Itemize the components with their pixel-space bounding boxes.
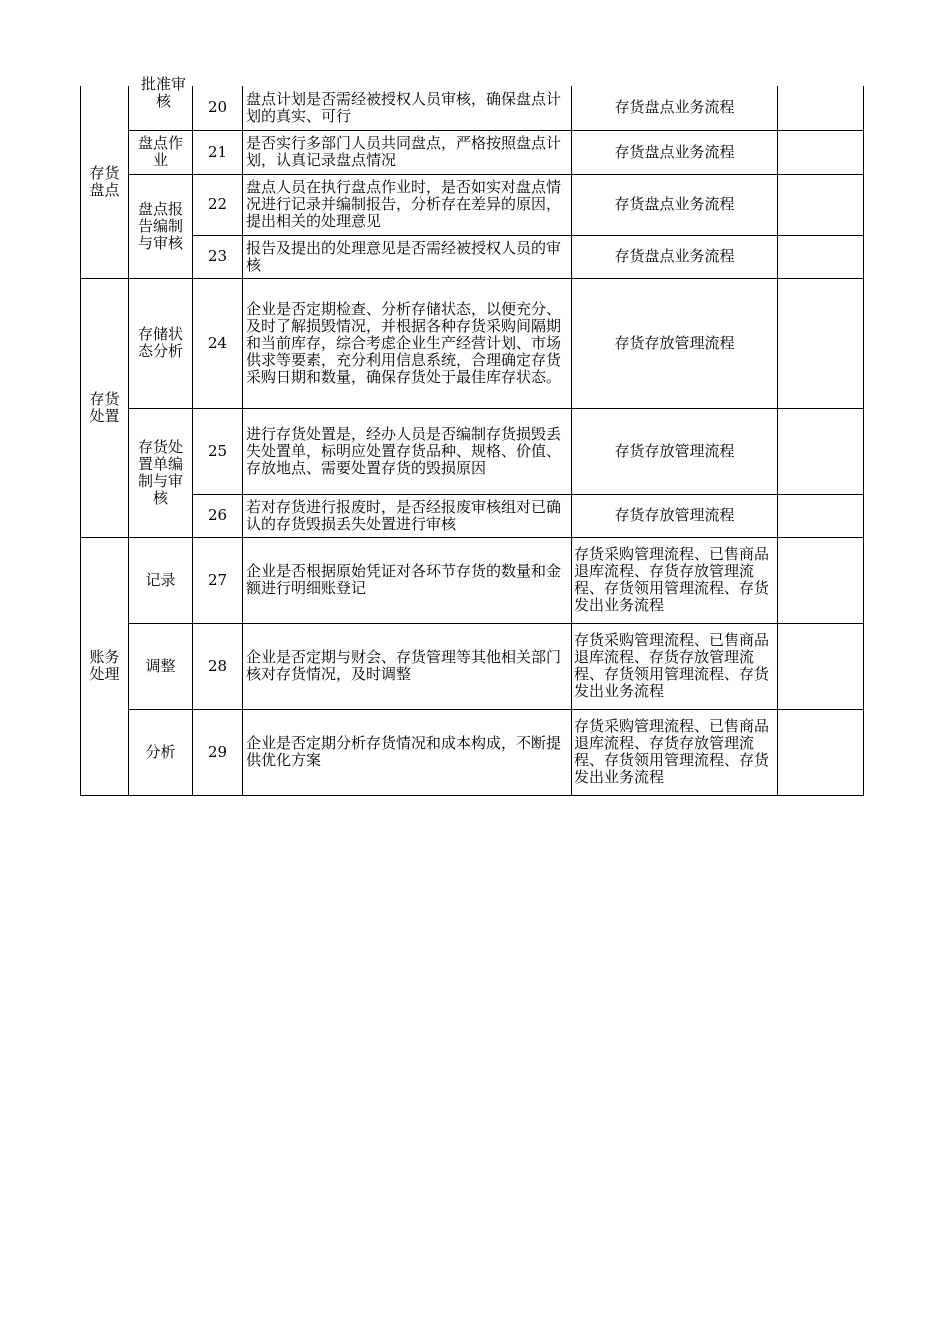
category-cell: 账务处理 [81,537,129,795]
control-content: 进行存货处置是，经办人员是否编制存货损毁丢失处置单，标明应处置存货品种、规格、价值、存放地点、需要处置存货的毁损原因 [243,408,572,494]
note-cell [778,709,864,795]
row-number: 23 [193,235,243,278]
subcategory-cell: 记录 [129,537,193,623]
subcategory-cell [129,75,193,130]
control-content: 企业是否定期与财会、存货管理等其他相关部门核对存货情况，及时调整 [243,623,572,709]
process-flow: 存货存放管理流程 [572,278,778,408]
process-flow: 存货采购管理流程、已售商品退库流程、存货存放管理流程、存货领用管理流程、存货发出业务流程 [572,537,778,623]
process-flow: 存货盘点业务流程 [572,130,778,174]
note-cell [778,235,864,278]
row-number: 22 [193,174,243,235]
control-content: 盘点计划是否需经被授权人员审核，确保盘点计划的真实、可行 [243,86,572,130]
process-flow: 存货盘点业务流程 [572,86,778,130]
category-cell: 存货处置 [81,278,129,537]
table-row [81,174,864,235]
control-content: 企业是否定期分析存货情况和成本构成，不断提供优化方案 [243,709,572,795]
process-flow: 存货存放管理流程 [572,408,778,494]
process-flow: 存货盘点业务流程 [572,174,778,235]
subcategory-cell: 盘点作业 [129,130,193,174]
table-row [81,130,864,174]
control-content: 盘点人员在执行盘点作业时，是否如实对盘点情况进行记录并编制报告，分析存在差异的原因，提出相关的处理意见 [243,174,572,235]
subcategory-cell: 调整 [129,623,193,709]
subcategory-cell: 存储状态分析 [129,278,193,408]
note-cell [778,408,864,494]
control-content: 企业是否根据原始凭证对各环节存货的数量和金额进行明细账登记 [243,537,572,623]
process-flow: 存货采购管理流程、已售商品退库流程、存货存放管理流程、存货领用管理流程、存货发出业务流程 [572,709,778,795]
table-row [81,623,864,709]
note-cell [778,494,864,537]
table-row [81,537,864,623]
table-row [81,235,864,278]
note-cell [778,130,864,174]
row-number: 21 [193,130,243,174]
table-row [81,709,864,795]
note-cell [778,537,864,623]
control-content: 是否实行多部门人员共同盘点，严格按照盘点计划，认真记录盘点情况 [243,130,572,174]
process-flow: 存货盘点业务流程 [572,235,778,278]
row-number: 25 [193,408,243,494]
table-row [81,86,864,130]
table-row [81,494,864,537]
control-content: 企业是否定期检查、分析存储状态，以便充分、及时了解损毁情况，并根据各种存货采购间隔期和当前库存，综合考虑企业生产经营计划、市场供求等要素，充分利用信息系统，合理确定存货采购日期和数量，确保存货处于最佳库存状态。 [243,278,572,408]
control-content: 若对存货进行报废时，是否经报废审核组对已确认的存货毁损丢失处置进行审核 [243,494,572,537]
note-cell [778,174,864,235]
table-row [81,408,864,494]
process-flow: 存货采购管理流程、已售商品退库流程、存货存放管理流程、存货领用管理流程、存货发出业务流程 [572,623,778,709]
row-number: 24 [193,278,243,408]
control-matrix-table [80,75,864,796]
note-cell [778,86,864,130]
subcategory-cell: 分析 [129,709,193,795]
subcategory-cell: 盘点报告编制与审核 [129,174,193,278]
row-number: 29 [193,709,243,795]
row-number: 26 [193,494,243,537]
process-flow: 存货存放管理流程 [572,494,778,537]
subcategory-cell: 存货处置单编制与审核 [129,408,193,537]
note-cell [778,278,864,408]
control-content: 报告及提出的处理意见是否需经被授权人员的审核 [243,235,572,278]
note-cell [778,623,864,709]
row-number: 27 [193,537,243,623]
row-number: 28 [193,623,243,709]
subcategory-cut-text: 批准审核 [140,75,186,110]
category-cell: 存货盘点 [81,86,129,278]
row-number: 20 [193,86,243,130]
table-row [81,278,864,408]
